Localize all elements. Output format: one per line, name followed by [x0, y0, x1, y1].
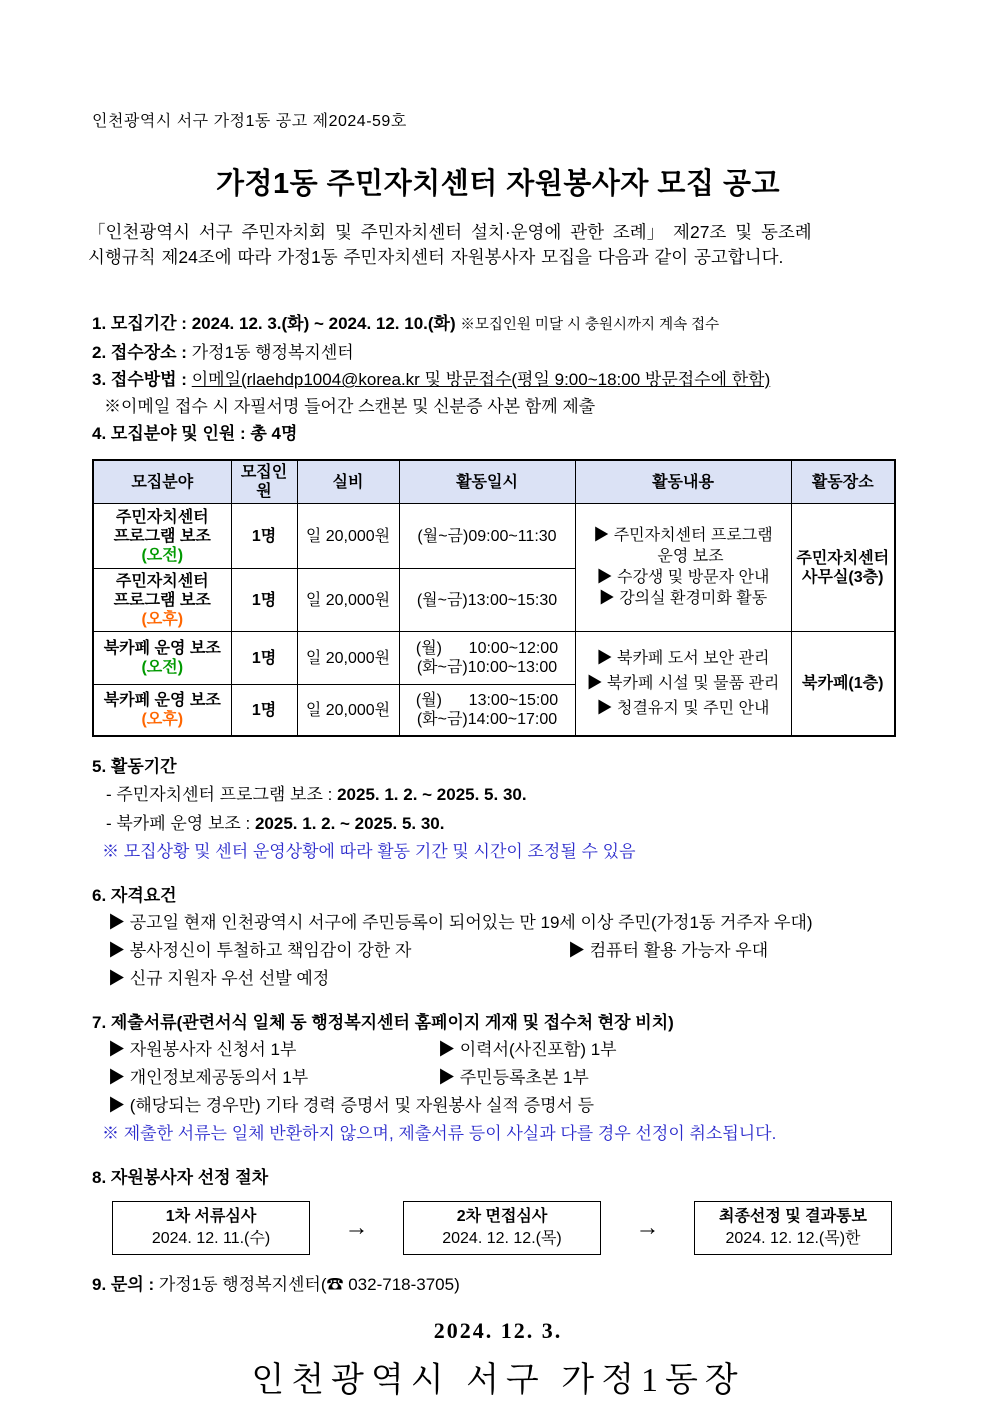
cell-content-merged: ▶ 북카페 도서 보안 관리 ▶ 북카페 시설 및 물품 관리 ▶ 청결유지 및 주민 안내 — [575, 632, 791, 737]
activity-period-item: - 북카페 운영 보조 : 2025. 1. 2. ~ 2025. 5. 30. — [106, 814, 445, 833]
cell-count: 1명 — [231, 569, 297, 632]
intro-line-1: 「인천광역시 서구 주민자치회 및 주민자치센터 설치·운영에 관한 조례」 제27조 및 동조례 — [88, 222, 812, 242]
shift-badge: (오후) — [141, 610, 184, 628]
step-box-interview: 2차 면접심사 2024. 12. 12.(목) — [403, 1201, 601, 1255]
flow-arrow-icon: → — [635, 1214, 660, 1241]
step-box-final-selection: 최종선정 및 결과통보 2024. 12. 12.(목)한 — [694, 1201, 892, 1255]
shift-badge: (오전) — [141, 659, 184, 676]
document-item-row: ▶ 개인정보제공동의서 1부 ▶ 주민등록초본 1부 — [108, 1068, 589, 1087]
table-row — [93, 632, 895, 685]
section-7-title: 7. 제출서류(관련서식 일체 동 행정복지센터 홈페이지 게재 및 접수처 현장 비치) — [92, 1013, 674, 1032]
reception-method-value: 이메일(rlaehdp1004@korea.kr 및 방문접수(평일 9:00~18:00 방문접수에 한함) — [191, 370, 771, 389]
issue-date: 2024. 12. 3. — [433, 1318, 563, 1343]
page-title: 가정1동 주민자치센터 자원봉사자 모집 공고 — [215, 168, 781, 200]
document-item-row: ▶ 자원봉사자 신청서 1부 ▶ 이력서(사진포함) 1부 — [108, 1040, 617, 1059]
shift-badge: (오전) — [141, 546, 184, 564]
section-6-title: 6. 자격요건 — [92, 886, 177, 905]
numbered-list — [92, 310, 904, 447]
contact-line: 9. 문의 : 가정1동 행정복지센터(☎ 032-718-3705) — [92, 1275, 460, 1294]
recruit-period-label: 1. 모집기간 : — [92, 314, 187, 333]
cell-field: 주민자치센터 프로그램 보조 (오전) — [93, 504, 231, 569]
phone-icon: ☎ — [326, 1275, 344, 1294]
list-item-reception-place — [92, 339, 904, 366]
table-header-row — [93, 460, 895, 504]
cell-schedule: (월~금)09:00~11:30 — [399, 504, 575, 569]
cell-count: 1명 — [231, 504, 297, 569]
cell-pay: 일 20,000원 — [297, 685, 399, 737]
cell-pay: 일 20,000원 — [297, 504, 399, 569]
section-selection-process — [92, 1164, 904, 1255]
col-header-count: 모집인원 — [231, 460, 297, 504]
selection-flow — [92, 1201, 892, 1255]
col-header-pay: 실비 — [297, 460, 399, 504]
notice-number: 인천광역시 서구 가정1동 공고 제2024-59호 — [92, 113, 407, 130]
flow-arrow-icon: → — [344, 1214, 369, 1241]
recruit-period-value: 2024. 12. 3.(화) ~ 2024. 12. 10.(화) — [191, 314, 456, 333]
section-5-title: 5. 활동기간 — [92, 757, 177, 776]
step-box-document-screening: 1차 서류심사 2024. 12. 11.(수) — [112, 1201, 310, 1255]
cell-schedule: (월) 10:00~12:00 (화~금)10:00~13:00 — [399, 632, 575, 685]
cell-count: 1명 — [231, 632, 297, 685]
section-contact — [92, 1271, 904, 1298]
reception-place-label: 2. 접수장소 : — [92, 343, 187, 362]
intro-paragraph — [88, 220, 904, 270]
section-documents — [92, 1009, 904, 1148]
cell-pay: 일 20,000원 — [297, 569, 399, 632]
cell-field: 북카페 운영 보조 (오후) — [93, 685, 231, 737]
activity-period-item: - 주민자치센터 프로그램 보조 : 2025. 1. 2. ~ 2025. 5. 30. — [106, 785, 527, 804]
cell-field: 북카페 운영 보조 (오전) — [93, 632, 231, 685]
cell-place-merged: 북카페(1층) — [791, 632, 895, 737]
list-item-recruit-field: 4. 모집분야 및 인원 : 총 4명 — [92, 424, 298, 443]
recruit-period-note: ※모집인원 미달 시 충원시까지 계속 접수 — [460, 317, 720, 333]
col-header-schedule: 활동일시 — [399, 460, 575, 504]
col-header-field: 모집분야 — [93, 460, 231, 504]
shift-badge: (오후) — [141, 711, 184, 728]
section-qualifications — [92, 882, 904, 993]
reception-method-note: ※이메일 접수 시 자필서명 들어간 스캔본 및 신분증 사본 함께 제출 — [104, 397, 596, 416]
list-item-reception-method — [92, 366, 904, 393]
recruit-table — [92, 459, 896, 737]
qualification-item: ▶ 공고일 현재 인천광역시 서구에 주민등록이 되어있는 만 19세 이상 주민(가정1동 거주자 우대) — [108, 913, 813, 932]
col-header-place: 활동장소 — [791, 460, 895, 504]
cell-pay: 일 20,000원 — [297, 632, 399, 685]
documents-note: ※ 제출한 서류는 일체 반환하지 않으며, 제출서류 등이 사실과 다를 경우 선정이 취소됩니다. — [102, 1124, 777, 1143]
issuer-signature: 인천광역시 서구 가정1동장 — [251, 1362, 745, 1399]
cell-count: 1명 — [231, 685, 297, 737]
list-item-recruit-period — [92, 310, 904, 339]
qualification-item: ▶ 신규 지원자 우선 선발 예정 — [108, 969, 330, 988]
col-header-content: 활동내용 — [575, 460, 791, 504]
document-item: ▶ (해당되는 경우만) 기타 경력 증명서 및 자원봉사 실적 증명서 등 — [108, 1096, 595, 1115]
activity-period-note: ※ 모집상황 및 센터 운영상황에 따라 활동 기간 및 시간이 조정될 수 있음 — [102, 842, 636, 861]
cell-schedule: (월~금)13:00~15:30 — [399, 569, 575, 632]
reception-place-value: 가정1동 행정복지센터 — [191, 343, 354, 362]
reception-method-label: 3. 접수방법 : — [92, 370, 187, 389]
table-row — [93, 504, 895, 569]
cell-place-merged: 주민자치센터 사무실(3층) — [791, 504, 895, 632]
section-8-title: 8. 자원봉사자 선정 절차 — [92, 1168, 269, 1187]
cell-content-merged: ▶ 주민자치센터 프로그램 운영 보조 ▶ 수강생 및 방문자 안내 ▶ 강의실 환경미화 활동 — [575, 504, 791, 632]
cell-field: 주민자치센터 프로그램 보조 (오후) — [93, 569, 231, 632]
intro-line-2: 시행규칙 제24조에 따라 가정1동 주민자치센터 자원봉사자 모집을 다음과 같이 공고합니다. — [88, 247, 784, 267]
section-activity-period — [92, 753, 904, 866]
qualification-item-row: ▶ 봉사정신이 투철하고 책임감이 강한 자 ▶ 컴퓨터 활용 가능자 우대 — [108, 941, 769, 960]
cell-schedule: (월) 13:00~15:00 (화~금)14:00~17:00 — [399, 685, 575, 737]
